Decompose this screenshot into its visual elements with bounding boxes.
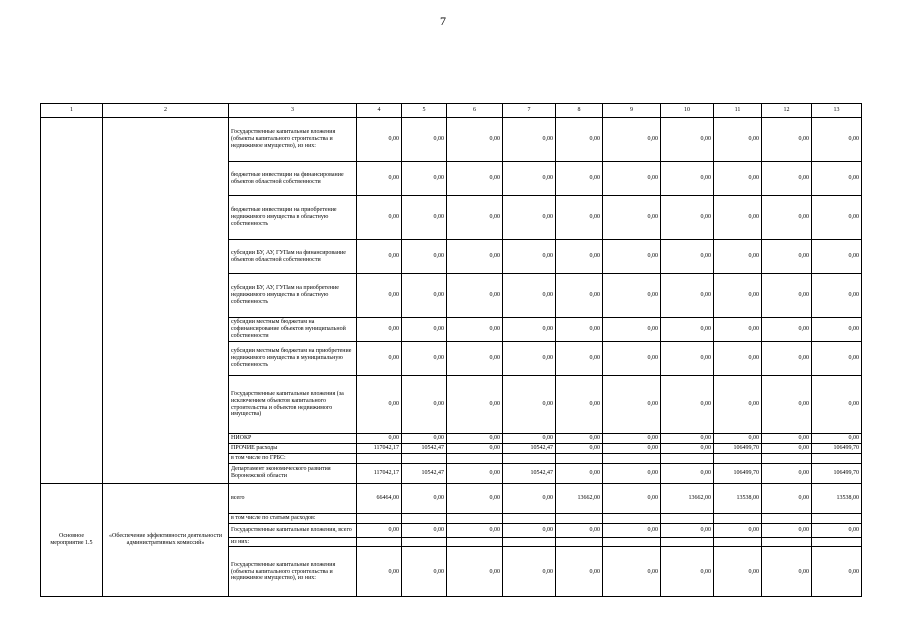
measure-name: Основное мероприятие 1.5: [41, 483, 103, 597]
value-cell: [357, 453, 402, 463]
value-cell: 106499,70: [812, 443, 862, 453]
value-cell: [402, 513, 447, 523]
value-cell: 0,00: [447, 483, 503, 513]
value-cell: 0,00: [762, 483, 812, 513]
value-cell: 117042,17: [357, 443, 402, 453]
value-cell: [762, 453, 812, 463]
value-cell: [503, 537, 556, 547]
value-cell: 0,00: [357, 376, 402, 434]
value-cell: 0,00: [603, 240, 661, 274]
row-label: субсидии местным бюджетам на приобретение недвижимого имущества в муниципальную собственность: [229, 342, 357, 376]
header-cell-9: 9: [603, 104, 661, 118]
value-cell: 0,00: [714, 240, 762, 274]
value-cell: [762, 513, 812, 523]
value-cell: 0,00: [603, 118, 661, 162]
value-cell: 0,00: [503, 523, 556, 537]
value-cell: 0,00: [357, 434, 402, 444]
value-cell: 0,00: [714, 434, 762, 444]
value-cell: 0,00: [503, 434, 556, 444]
value-cell: 0,00: [402, 376, 447, 434]
value-cell: [556, 537, 603, 547]
value-cell: 0,00: [503, 318, 556, 342]
value-cell: 0,00: [447, 318, 503, 342]
value-cell: 0,00: [714, 547, 762, 597]
header-cell-7: 7: [503, 104, 556, 118]
value-cell: 0,00: [556, 240, 603, 274]
value-cell: 10542,47: [503, 463, 556, 483]
value-cell: 0,00: [762, 274, 812, 318]
value-cell: 0,00: [447, 274, 503, 318]
value-cell: 0,00: [661, 118, 714, 162]
value-cell: 0,00: [603, 162, 661, 196]
value-cell: [714, 513, 762, 523]
header-cell-3: 3: [229, 104, 357, 118]
value-cell: [714, 537, 762, 547]
header-cell-2: 2: [103, 104, 229, 118]
value-cell: 0,00: [762, 463, 812, 483]
value-cell: 0,00: [447, 118, 503, 162]
value-cell: 0,00: [762, 240, 812, 274]
header-cell-5: 5: [402, 104, 447, 118]
value-cell: 0,00: [357, 547, 402, 597]
header-cell-12: 12: [762, 104, 812, 118]
row-label: Государственные капитальные вложения (объекты капитального строительства и недвижимое имущество), из них:: [229, 118, 357, 162]
value-cell: 0,00: [503, 118, 556, 162]
value-cell: [556, 513, 603, 523]
value-cell: [447, 513, 503, 523]
value-cell: 0,00: [603, 434, 661, 444]
value-cell: 0,00: [603, 483, 661, 513]
value-cell: [661, 453, 714, 463]
value-cell: 0,00: [556, 274, 603, 318]
value-cell: [812, 537, 862, 547]
header-cell-6: 6: [447, 104, 503, 118]
value-cell: 0,00: [402, 547, 447, 597]
row-label: субсидии БУ, АУ, ГУПам на финансирование объектов областной собственности: [229, 240, 357, 274]
value-cell: 0,00: [762, 376, 812, 434]
value-cell: 10542,47: [402, 463, 447, 483]
row-group-col2: [103, 118, 229, 484]
value-cell: 0,00: [762, 523, 812, 537]
value-cell: 0,00: [556, 434, 603, 444]
value-cell: 0,00: [714, 162, 762, 196]
value-cell: [603, 513, 661, 523]
value-cell: [357, 537, 402, 547]
value-cell: [402, 453, 447, 463]
value-cell: 0,00: [603, 342, 661, 376]
row-label: бюджетные инвестиции на финансирование объектов областной собственности: [229, 162, 357, 196]
value-cell: 13662,00: [556, 483, 603, 513]
row-label: НИОКР: [229, 434, 357, 444]
value-cell: 13538,00: [812, 483, 862, 513]
value-cell: 0,00: [812, 523, 862, 537]
value-cell: 106499,70: [714, 463, 762, 483]
value-cell: 0,00: [812, 118, 862, 162]
row-label: в том числе по статьям расходов:: [229, 513, 357, 523]
value-cell: 0,00: [661, 274, 714, 318]
table-row: [41, 118, 862, 162]
row-label: Государственные капитальные вложения (за исключением объектов капитального строительства и объектов недвижимого имущества): [229, 376, 357, 434]
value-cell: 0,00: [357, 342, 402, 376]
measure-description: «Обеспечение эффективности деятельности административных комиссий»: [103, 483, 229, 597]
value-cell: 0,00: [402, 523, 447, 537]
value-cell: 0,00: [402, 196, 447, 240]
value-cell: 117042,17: [357, 463, 402, 483]
value-cell: 106499,70: [812, 463, 862, 483]
value-cell: [762, 537, 812, 547]
value-cell: 0,00: [603, 523, 661, 537]
value-cell: 10542,47: [402, 443, 447, 453]
value-cell: 0,00: [714, 342, 762, 376]
page-number: 7: [440, 14, 446, 28]
value-cell: 0,00: [762, 443, 812, 453]
value-cell: 0,00: [447, 240, 503, 274]
value-cell: [603, 537, 661, 547]
row-label: всего: [229, 483, 357, 513]
value-cell: [503, 453, 556, 463]
value-cell: 0,00: [661, 196, 714, 240]
value-cell: 0,00: [661, 240, 714, 274]
value-cell: 0,00: [503, 196, 556, 240]
row-group-col1: [41, 118, 103, 484]
value-cell: 0,00: [556, 162, 603, 196]
header-cell-10: 10: [661, 104, 714, 118]
value-cell: [603, 453, 661, 463]
value-cell: [812, 513, 862, 523]
value-cell: 0,00: [661, 434, 714, 444]
value-cell: 0,00: [762, 342, 812, 376]
value-cell: 0,00: [357, 162, 402, 196]
value-cell: [402, 537, 447, 547]
value-cell: 0,00: [447, 434, 503, 444]
value-cell: 0,00: [556, 523, 603, 537]
value-cell: 10542,47: [503, 443, 556, 453]
value-cell: 0,00: [812, 240, 862, 274]
header-cell-4: 4: [357, 104, 402, 118]
value-cell: [503, 513, 556, 523]
table-row: [41, 483, 862, 513]
row-label: субсидии местным бюджетам на софинансирование объектов муниципальной собственности: [229, 318, 357, 342]
value-cell: 106499,70: [714, 443, 762, 453]
value-cell: 0,00: [556, 118, 603, 162]
value-cell: [447, 537, 503, 547]
value-cell: 0,00: [603, 463, 661, 483]
value-cell: 0,00: [603, 274, 661, 318]
value-cell: 0,00: [661, 463, 714, 483]
value-cell: 0,00: [447, 463, 503, 483]
expenditure-table: [40, 103, 862, 597]
value-cell: 0,00: [503, 162, 556, 196]
value-cell: 0,00: [714, 376, 762, 434]
value-cell: 0,00: [603, 196, 661, 240]
value-cell: 0,00: [812, 162, 862, 196]
value-cell: 0,00: [661, 318, 714, 342]
value-cell: 0,00: [556, 376, 603, 434]
header-row: [41, 104, 862, 118]
value-cell: [661, 537, 714, 547]
value-cell: 0,00: [357, 240, 402, 274]
value-cell: 0,00: [762, 434, 812, 444]
value-cell: 0,00: [812, 434, 862, 444]
value-cell: 0,00: [603, 443, 661, 453]
value-cell: [447, 453, 503, 463]
row-label: ПРОЧИЕ расходы: [229, 443, 357, 453]
value-cell: 0,00: [503, 483, 556, 513]
value-cell: 0,00: [357, 118, 402, 162]
value-cell: 0,00: [714, 118, 762, 162]
value-cell: 0,00: [812, 376, 862, 434]
value-cell: 0,00: [661, 443, 714, 453]
value-cell: 0,00: [661, 547, 714, 597]
value-cell: 0,00: [503, 342, 556, 376]
value-cell: 0,00: [357, 318, 402, 342]
value-cell: 0,00: [447, 523, 503, 537]
value-cell: 0,00: [503, 240, 556, 274]
value-cell: 0,00: [762, 162, 812, 196]
value-cell: 0,00: [447, 376, 503, 434]
value-cell: 13538,00: [714, 483, 762, 513]
value-cell: 0,00: [357, 274, 402, 318]
value-cell: 0,00: [556, 463, 603, 483]
value-cell: 0,00: [714, 523, 762, 537]
value-cell: 0,00: [447, 196, 503, 240]
value-cell: 0,00: [357, 523, 402, 537]
value-cell: 0,00: [402, 118, 447, 162]
row-label: субсидии БУ, АУ, ГУПам на приобретение недвижимого имущества в областную собственность: [229, 274, 357, 318]
value-cell: 0,00: [556, 342, 603, 376]
value-cell: 0,00: [556, 547, 603, 597]
value-cell: 0,00: [762, 196, 812, 240]
value-cell: 0,00: [556, 318, 603, 342]
value-cell: 0,00: [812, 342, 862, 376]
value-cell: 0,00: [402, 162, 447, 196]
value-cell: 0,00: [402, 434, 447, 444]
value-cell: 0,00: [402, 483, 447, 513]
value-cell: 0,00: [556, 196, 603, 240]
value-cell: [357, 513, 402, 523]
row-label: из них:: [229, 537, 357, 547]
value-cell: 0,00: [603, 376, 661, 434]
header-cell-13: 13: [812, 104, 862, 118]
value-cell: [661, 513, 714, 523]
value-cell: 0,00: [762, 318, 812, 342]
value-cell: 0,00: [762, 118, 812, 162]
value-cell: 0,00: [447, 443, 503, 453]
value-cell: [812, 453, 862, 463]
value-cell: 0,00: [812, 196, 862, 240]
value-cell: 0,00: [603, 318, 661, 342]
value-cell: 0,00: [447, 162, 503, 196]
value-cell: 0,00: [661, 342, 714, 376]
value-cell: 0,00: [447, 342, 503, 376]
value-cell: 0,00: [714, 274, 762, 318]
value-cell: 0,00: [402, 240, 447, 274]
value-cell: [714, 453, 762, 463]
row-label: бюджетные инвестиции на приобретение недвижимого имущества в областную собственность: [229, 196, 357, 240]
value-cell: 13662,00: [661, 483, 714, 513]
value-cell: 0,00: [402, 342, 447, 376]
row-label: Государственные капитальные вложения (объекты капитального строительства и недвижимое имущество), из них:: [229, 547, 357, 597]
row-label: Департамент экономического развития Воронежской области: [229, 463, 357, 483]
row-label: Государственные капитальные вложения, всего: [229, 523, 357, 537]
value-cell: 0,00: [812, 318, 862, 342]
value-cell: [556, 453, 603, 463]
value-cell: 0,00: [503, 376, 556, 434]
value-cell: 0,00: [714, 196, 762, 240]
value-cell: 0,00: [812, 547, 862, 597]
value-cell: 0,00: [661, 376, 714, 434]
value-cell: 0,00: [357, 196, 402, 240]
header-cell-8: 8: [556, 104, 603, 118]
value-cell: 0,00: [812, 274, 862, 318]
value-cell: 0,00: [762, 547, 812, 597]
value-cell: 0,00: [661, 162, 714, 196]
value-cell: 0,00: [402, 274, 447, 318]
header-cell-11: 11: [714, 104, 762, 118]
header-cell-1: 1: [41, 104, 103, 118]
value-cell: 0,00: [603, 547, 661, 597]
value-cell: 0,00: [661, 523, 714, 537]
value-cell: 0,00: [503, 274, 556, 318]
row-label: в том числе по ГРБС:: [229, 453, 357, 463]
value-cell: 66464,00: [357, 483, 402, 513]
value-cell: 0,00: [556, 443, 603, 453]
value-cell: 0,00: [402, 318, 447, 342]
value-cell: 0,00: [447, 547, 503, 597]
value-cell: 0,00: [714, 318, 762, 342]
value-cell: 0,00: [503, 547, 556, 597]
